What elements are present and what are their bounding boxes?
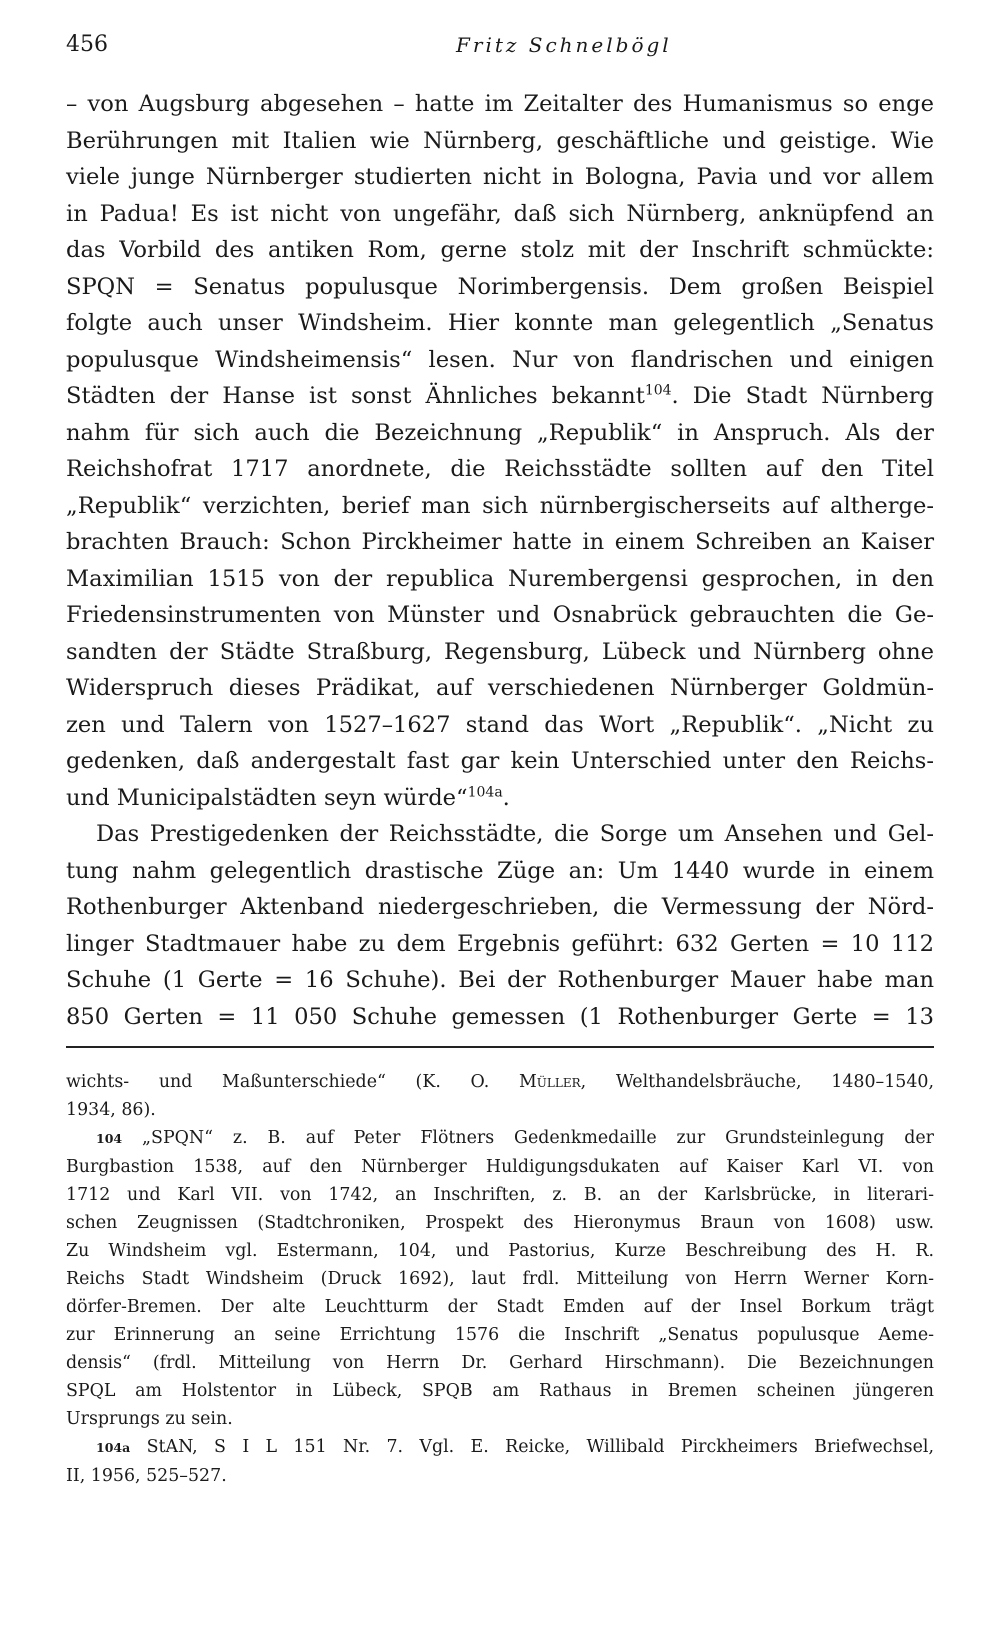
body-line-text: Städten der Hanse ist sonst Ähnliches bekannt <box>66 383 645 409</box>
body-line: das Vorbild des antiken Rom, gerne stolz mit der Inschrift schmückte: <box>66 237 934 263</box>
running-head: Fritz Schnelbögl <box>456 33 672 57</box>
footnote-line: Reichs Stadt Windsheim (Druck 1692), laut frdl. Mitteilung von Herrn Werner Korn- <box>66 1269 934 1289</box>
footnote-line: SPQL am Holstentor in Lübeck, SPQB am Rathaus in Bremen scheinen jüngeren <box>66 1381 934 1401</box>
body-line-text: . Die Stadt Nürnberg <box>671 383 935 409</box>
footnote-line-text: , Welthandelsbräuche, 1480–1540, <box>580 1072 934 1092</box>
footnote-line: schen Zeugnissen (Stadtchroniken, Prospekt des Hieronymus Braun von 1608) usw. <box>66 1213 934 1233</box>
footnote-line <box>66 1433 934 1462</box>
body-line: populusque Windsheimensis“ lesen. Nur von flandrischen und einigen <box>66 346 934 373</box>
page-header <box>66 30 934 66</box>
footnote-line: Ursprungs zu sein. <box>66 1409 233 1429</box>
author-name: Müller <box>518 1072 581 1092</box>
body-line: – von Augsburg abgesehen – hatte im Zeitalter des Humanismus so enge <box>66 91 934 117</box>
body-line-text: . <box>502 784 510 811</box>
body-line: brachten Brauch: Schon Pirckheimer hatte in einem Schreiben an Kaiser <box>66 529 934 555</box>
footnote-line: 1712 und Karl VII. von 1742, an Inschriften, z. B. an der Karlsbrücke, in literari- <box>66 1185 934 1205</box>
footnote-line: Burgbastion 1538, auf den Nürnberger Huldigungsdukaten auf Kaiser Karl VI. von <box>66 1157 934 1177</box>
body-line: Das Prestigedenken der Reichsstädte, die Sorge um Ansehen und Gel- <box>96 821 934 847</box>
body-line: Schuhe (1 Gerte = 16 Schuhe). Bei der Rothenburger Mauer habe man <box>66 967 934 993</box>
footnote-reference-104: 104 <box>644 382 672 399</box>
body-line: nahm für sich auch die Bezeichnung „Republik“ in Anspruch. Als der <box>66 419 934 446</box>
footnote-line: 1934, 86). <box>66 1100 156 1120</box>
footnote-line-text: StAN, S I L 151 Nr. 7. Vgl. E. Reicke, Willibald Pirckheimers Briefwechsel, <box>130 1437 934 1457</box>
body-text <box>66 86 934 1035</box>
body-line: linger Stadtmauer habe zu dem Ergebnis geführt: 632 Gerten = 10 112 <box>66 930 934 957</box>
footnote-line: Zu Windsheim vgl. Estermann, 104, und Pastorius, Kurze Beschreibung des H. R. <box>66 1241 934 1261</box>
body-line: Widerspruch dieses Prädikat, auf verschiedenen Nürnberger Goldmün- <box>66 675 934 701</box>
footnote-line: dörfer-Bremen. Der alte Leuchtturm der Stadt Emden auf der Insel Borkum trägt <box>66 1297 934 1317</box>
body-line: 850 Gerten = 11 050 Schuhe gemessen (1 Rothenburger Gerte = 13 <box>66 1003 934 1030</box>
body-line: folgte auch unser Windsheim. Hier konnte man gelegentlich „Senatus <box>66 310 934 336</box>
body-line: zen und Talern von 1527–1627 stand das Wort „Republik“. „Nicht zu <box>66 711 934 738</box>
footnote-divider <box>66 1046 934 1048</box>
body-line <box>66 378 934 415</box>
body-line: Reichshofrat 1717 anordnete, die Reichsstädte sollten auf den Titel <box>66 456 934 482</box>
footnote-line: zur Erinnerung an seine Errichtung 1576 die Inschrift „Senatus populusque Aeme- <box>66 1325 934 1345</box>
footnote-line-text: wichts- und Maßunterschiede“ (K. O. <box>66 1072 519 1092</box>
page-number: 456 <box>66 32 108 57</box>
footnote-line: densis“ (frdl. Mitteilung von Herrn Dr. Gerhard Hirschmann). Die Bezeichnungen <box>66 1353 934 1373</box>
body-line: gedenken, daß andergestalt fast gar kein Unterschied unter den Reichs- <box>66 748 934 774</box>
body-line: Maximilian 1515 von der republica Nurembergensi gesprochen, in den <box>66 565 934 592</box>
body-line: in Padua! Es ist nicht von ungefähr, daß sich Nürnberg, anknüpfend an <box>66 200 934 227</box>
footnote-line <box>66 1124 934 1153</box>
body-line: „Republik“ verzichten, berief man sich nürnbergischerseits auf altherge- <box>66 492 934 519</box>
footnote-marker-104a: 104a <box>96 1440 131 1455</box>
footnotes <box>66 1068 934 1490</box>
body-line: Friedensinstrumenten von Münster und Osnabrück gebrauchten die Ge- <box>66 602 934 628</box>
body-line: SPQN = Senatus populusque Norimbergensis. Dem großen Beispiel <box>66 273 934 300</box>
body-line: Rothenburger Aktenband niedergeschrieben, die Vermessung der Nörd- <box>66 894 934 920</box>
body-line <box>66 780 934 817</box>
body-line: tung nahm gelegentlich drastische Züge an: Um 1440 wurde in einem <box>66 857 934 884</box>
footnote-line <box>66 1068 934 1096</box>
body-line: viele junge Nürnberger studierten nicht in Bologna, Pavia und vor allem <box>66 164 934 190</box>
footnote-line-text: „SPQN“ z. B. auf Peter Flötners Gedenkmedaille zur Grundsteinlegung der <box>122 1128 934 1148</box>
body-line-text: und Municipalstädten seyn würde“ <box>66 784 468 811</box>
body-line: sandten der Städte Straßburg, Regensburg, Lübeck und Nürnberg ohne <box>66 638 934 665</box>
body-line: Berührungen mit Italien wie Nürnberg, geschäftliche und geistige. Wie <box>66 127 934 154</box>
footnote-reference-104a: 104a <box>467 783 503 800</box>
footnote-marker-104: 104 <box>96 1131 123 1146</box>
footnote-line: II, 1956, 525–527. <box>66 1466 227 1486</box>
